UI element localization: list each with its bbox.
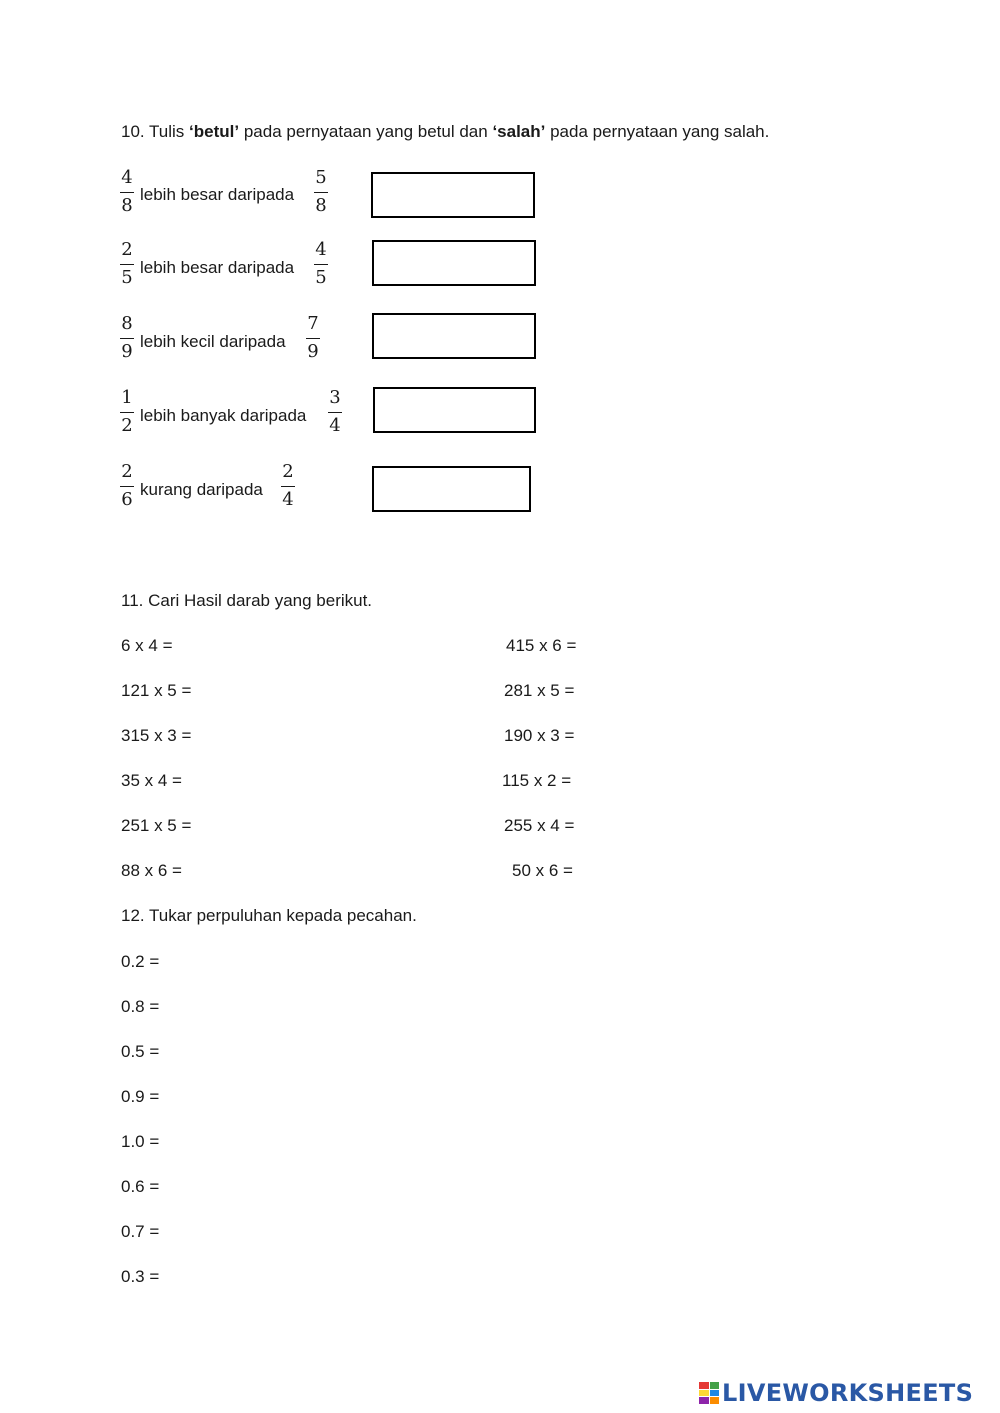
- salah-keyword: ‘salah’: [492, 122, 546, 141]
- multiplication-item: 35 x 4 =: [121, 771, 182, 790]
- fraction: 4 5: [315, 239, 327, 288]
- answer-box[interactable]: [371, 172, 535, 218]
- q11-title: 11. Cari Hasil darab yang berikut.: [121, 591, 373, 610]
- betul-keyword: ‘betul’: [189, 122, 240, 141]
- multiplication-item: 281 x 5 =: [504, 681, 575, 700]
- fraction: 3 4: [329, 387, 341, 436]
- answer-box[interactable]: [372, 313, 536, 359]
- decimal-item: 0.6 =: [121, 1177, 160, 1196]
- multiplication-item: 251 x 5 =: [121, 816, 192, 835]
- multiplication-item: 315 x 3 =: [121, 726, 192, 745]
- fraction: 2 6: [121, 461, 133, 510]
- multiplication-item: 115 x 2 =: [502, 771, 572, 790]
- statement-text: lebih besar daripada: [140, 185, 295, 204]
- decimal-item: 0.7 =: [121, 1222, 160, 1241]
- multiplication-item: 190 x 3 =: [504, 726, 575, 745]
- answer-box[interactable]: [372, 466, 531, 512]
- fraction: 1 2: [121, 387, 133, 436]
- decimal-item: 1.0 =: [121, 1132, 160, 1151]
- statement-text: lebih banyak daripada: [140, 406, 307, 425]
- fraction: 8 9: [121, 313, 133, 362]
- multiplication-item: 255 x 4 =: [504, 816, 575, 835]
- decimal-item: 0.9 =: [121, 1087, 160, 1106]
- decimal-item: 0.5 =: [121, 1042, 160, 1061]
- fraction: 7 9: [307, 313, 319, 362]
- multiplication-item: 88 x 6 =: [121, 861, 182, 880]
- statement-text: lebih kecil daripada: [140, 332, 286, 351]
- fraction: 4 8: [121, 167, 133, 216]
- statement-text: kurang daripada: [140, 480, 263, 499]
- multiplication-item: 121 x 5 =: [121, 681, 192, 700]
- fraction: 2 5: [121, 239, 133, 288]
- fraction: 2 4: [282, 461, 294, 510]
- liveworksheets-logo: [699, 1379, 973, 1407]
- statement-text: lebih besar daripada: [140, 258, 295, 277]
- logo-grid-icon: [699, 1382, 719, 1404]
- fraction: 5 8: [315, 167, 327, 216]
- answer-box[interactable]: [372, 240, 536, 286]
- multiplication-item: 6 x 4 =: [121, 636, 173, 655]
- multiplication-item: 415 x 6 =: [506, 636, 577, 655]
- decimal-item: 0.3 =: [121, 1267, 160, 1286]
- decimal-item: 0.2 =: [121, 952, 160, 971]
- decimal-item: 0.8 =: [121, 997, 160, 1016]
- q10-title: 10. Tulis ‘betul’ pada pernyataan yang betul dan ‘salah’ pada pernyataan yang salah.: [121, 122, 770, 141]
- logo-text: LIVEWORKSHEETS: [722, 1379, 974, 1407]
- answer-box[interactable]: [373, 387, 536, 433]
- q12-title: 12. Tukar perpuluhan kepada pecahan.: [121, 906, 417, 925]
- multiplication-item: 50 x 6 =: [512, 861, 573, 880]
